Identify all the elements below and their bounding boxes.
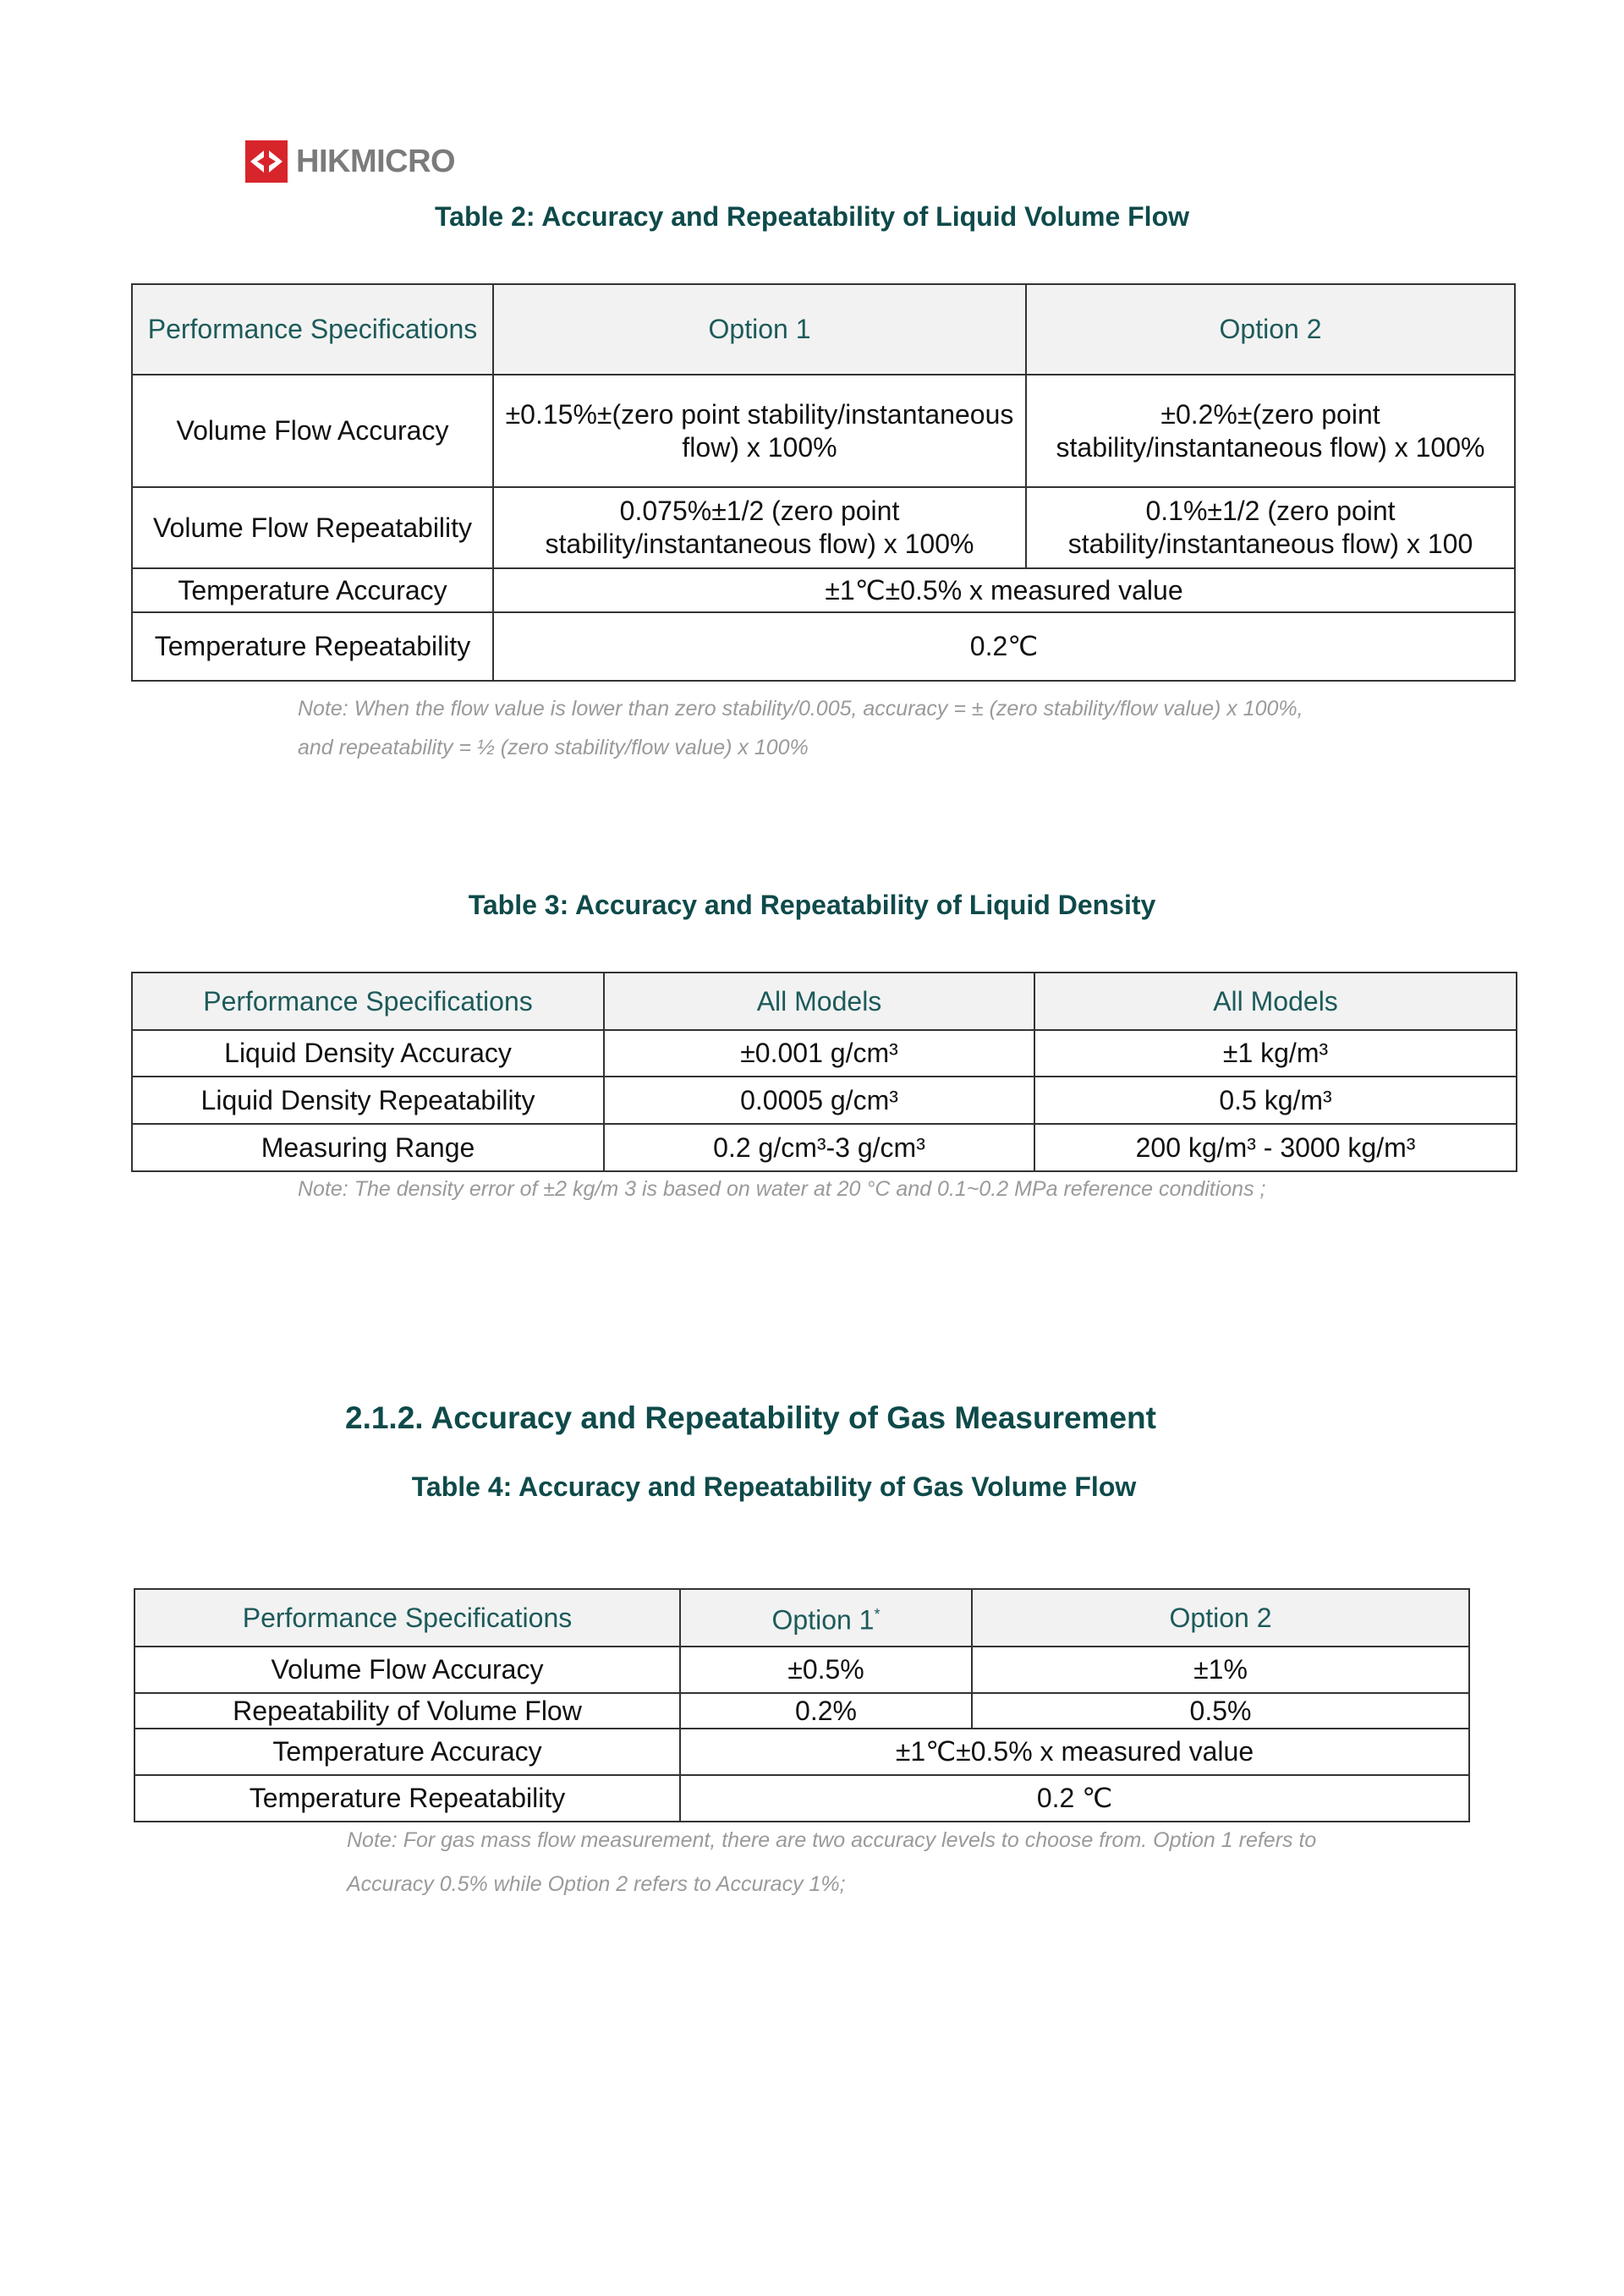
table2-cell: ±0.2%±(zero point stability/instantaneous flow) x 100%	[1026, 375, 1515, 487]
table2-cell: Temperature Accuracy	[132, 568, 493, 612]
table2-header-spec: Performance Specifications	[132, 284, 493, 375]
table2-header-option2: Option 2	[1026, 284, 1515, 375]
table2-note-line2: and repeatability = ½ (zero stability/flow value) x 100%	[298, 736, 809, 759]
table4-cell: Temperature Accuracy	[134, 1729, 680, 1775]
table-row	[132, 375, 1515, 487]
table3-cell: 0.5 kg/m³	[1034, 1077, 1517, 1124]
table4-caption: Table 4: Accuracy and Repeatability of Gas Volume Flow	[411, 1471, 1137, 1502]
table-row	[134, 1729, 1469, 1775]
table2-cell: 0.2℃	[493, 612, 1515, 681]
logo-text: HIKMICRO	[296, 143, 456, 179]
table2	[131, 283, 1516, 682]
table3-header-all-models: All Models	[1034, 973, 1517, 1030]
table4	[134, 1588, 1470, 1822]
table2-note	[298, 689, 1303, 767]
table4-cell: Temperature Repeatability	[134, 1775, 680, 1822]
section-title: 2.1.2. Accuracy and Repeatability of Gas Measurement	[345, 1400, 1156, 1435]
table3-cell: 0.2 g/cm³-3 g/cm³	[604, 1124, 1034, 1171]
footnote-asterisk: *	[874, 1606, 881, 1624]
table4-header-option2: Option 2	[972, 1589, 1469, 1647]
table-row	[134, 1589, 1469, 1647]
table4-cell: ±1℃±0.5% x measured value	[680, 1729, 1469, 1775]
table-row	[134, 1693, 1469, 1729]
table3	[131, 972, 1517, 1172]
table-row	[132, 612, 1515, 681]
table2-cell: 0.075%±1/2 (zero point stability/instantaneous flow) x 100%	[493, 487, 1026, 568]
table-row	[132, 487, 1515, 568]
table-row	[132, 568, 1515, 612]
table3-cell: ±1 kg/m³	[1034, 1030, 1517, 1077]
table2-note-line1: Note: When the flow value is lower than zero stability/0.005, accuracy = ± (zero stability/flow value) x 100%,	[298, 697, 1303, 721]
table3-header-all-models: All Models	[604, 973, 1034, 1030]
table4-cell: 0.5%	[972, 1693, 1469, 1729]
table3-note: Note: The density error of ±2 kg/m 3 is based on water at 20 °C and 0.1~0.2 MPa reference conditions ;	[298, 1177, 1266, 1201]
table-row	[132, 1077, 1517, 1124]
table2-cell: 0.1%±1/2 (zero point stability/instantaneous flow) x 100	[1026, 487, 1515, 568]
table4-header-spec: Performance Specifications	[134, 1589, 680, 1647]
table-row	[132, 973, 1517, 1030]
table3-cell: 200 kg/m³ - 3000 kg/m³	[1034, 1124, 1517, 1171]
brand-logo	[245, 140, 455, 183]
table3-cell: Liquid Density Repeatability	[132, 1077, 604, 1124]
table4-cell: Volume Flow Accuracy	[134, 1647, 680, 1693]
table2-header-option1: Option 1	[493, 284, 1026, 375]
table2-cell: Temperature Repeatability	[132, 612, 493, 681]
table-row	[134, 1775, 1469, 1822]
table4-header-option1-label: Option 1	[771, 1604, 875, 1636]
table4-note-line1: Note: For gas mass flow measurement, there are two accuracy levels to choose from. Option 1 refers to	[347, 1828, 1317, 1852]
table2-cell: ±1℃±0.5% x measured value	[493, 568, 1515, 612]
table4-cell: ±0.5%	[680, 1647, 972, 1693]
table3-cell: ±0.001 g/cm³	[604, 1030, 1034, 1077]
table3-header-spec: Performance Specifications	[132, 973, 604, 1030]
table3-caption: Table 3: Accuracy and Repeatability of Liquid Density	[468, 890, 1156, 920]
table3-cell: Measuring Range	[132, 1124, 604, 1171]
table-row	[132, 1030, 1517, 1077]
table-row	[132, 284, 1515, 375]
table4-cell: 0.2 ℃	[680, 1775, 1469, 1822]
table2-cell: Volume Flow Repeatability	[132, 487, 493, 568]
table4-note	[347, 1818, 1316, 1906]
table-row	[132, 1124, 1517, 1171]
table4-note-line2: Accuracy 0.5% while Option 2 refers to Accuracy 1%;	[347, 1872, 846, 1896]
hikmicro-logo-icon	[245, 140, 288, 183]
table-row	[134, 1647, 1469, 1693]
table2-cell: Volume Flow Accuracy	[132, 375, 493, 487]
table4-cell: ±1%	[972, 1647, 1469, 1693]
table3-cell: 0.0005 g/cm³	[604, 1077, 1034, 1124]
table3-cell: Liquid Density Accuracy	[132, 1030, 604, 1077]
table4-header-option1	[680, 1589, 972, 1647]
table2-caption: Table 2: Accuracy and Repeatability of Liquid Volume Flow	[435, 201, 1189, 232]
table4-cell: 0.2%	[680, 1693, 972, 1729]
table2-cell: ±0.15%±(zero point stability/instantaneous flow) x 100%	[493, 375, 1026, 487]
table4-cell: Repeatability of Volume Flow	[134, 1693, 680, 1729]
